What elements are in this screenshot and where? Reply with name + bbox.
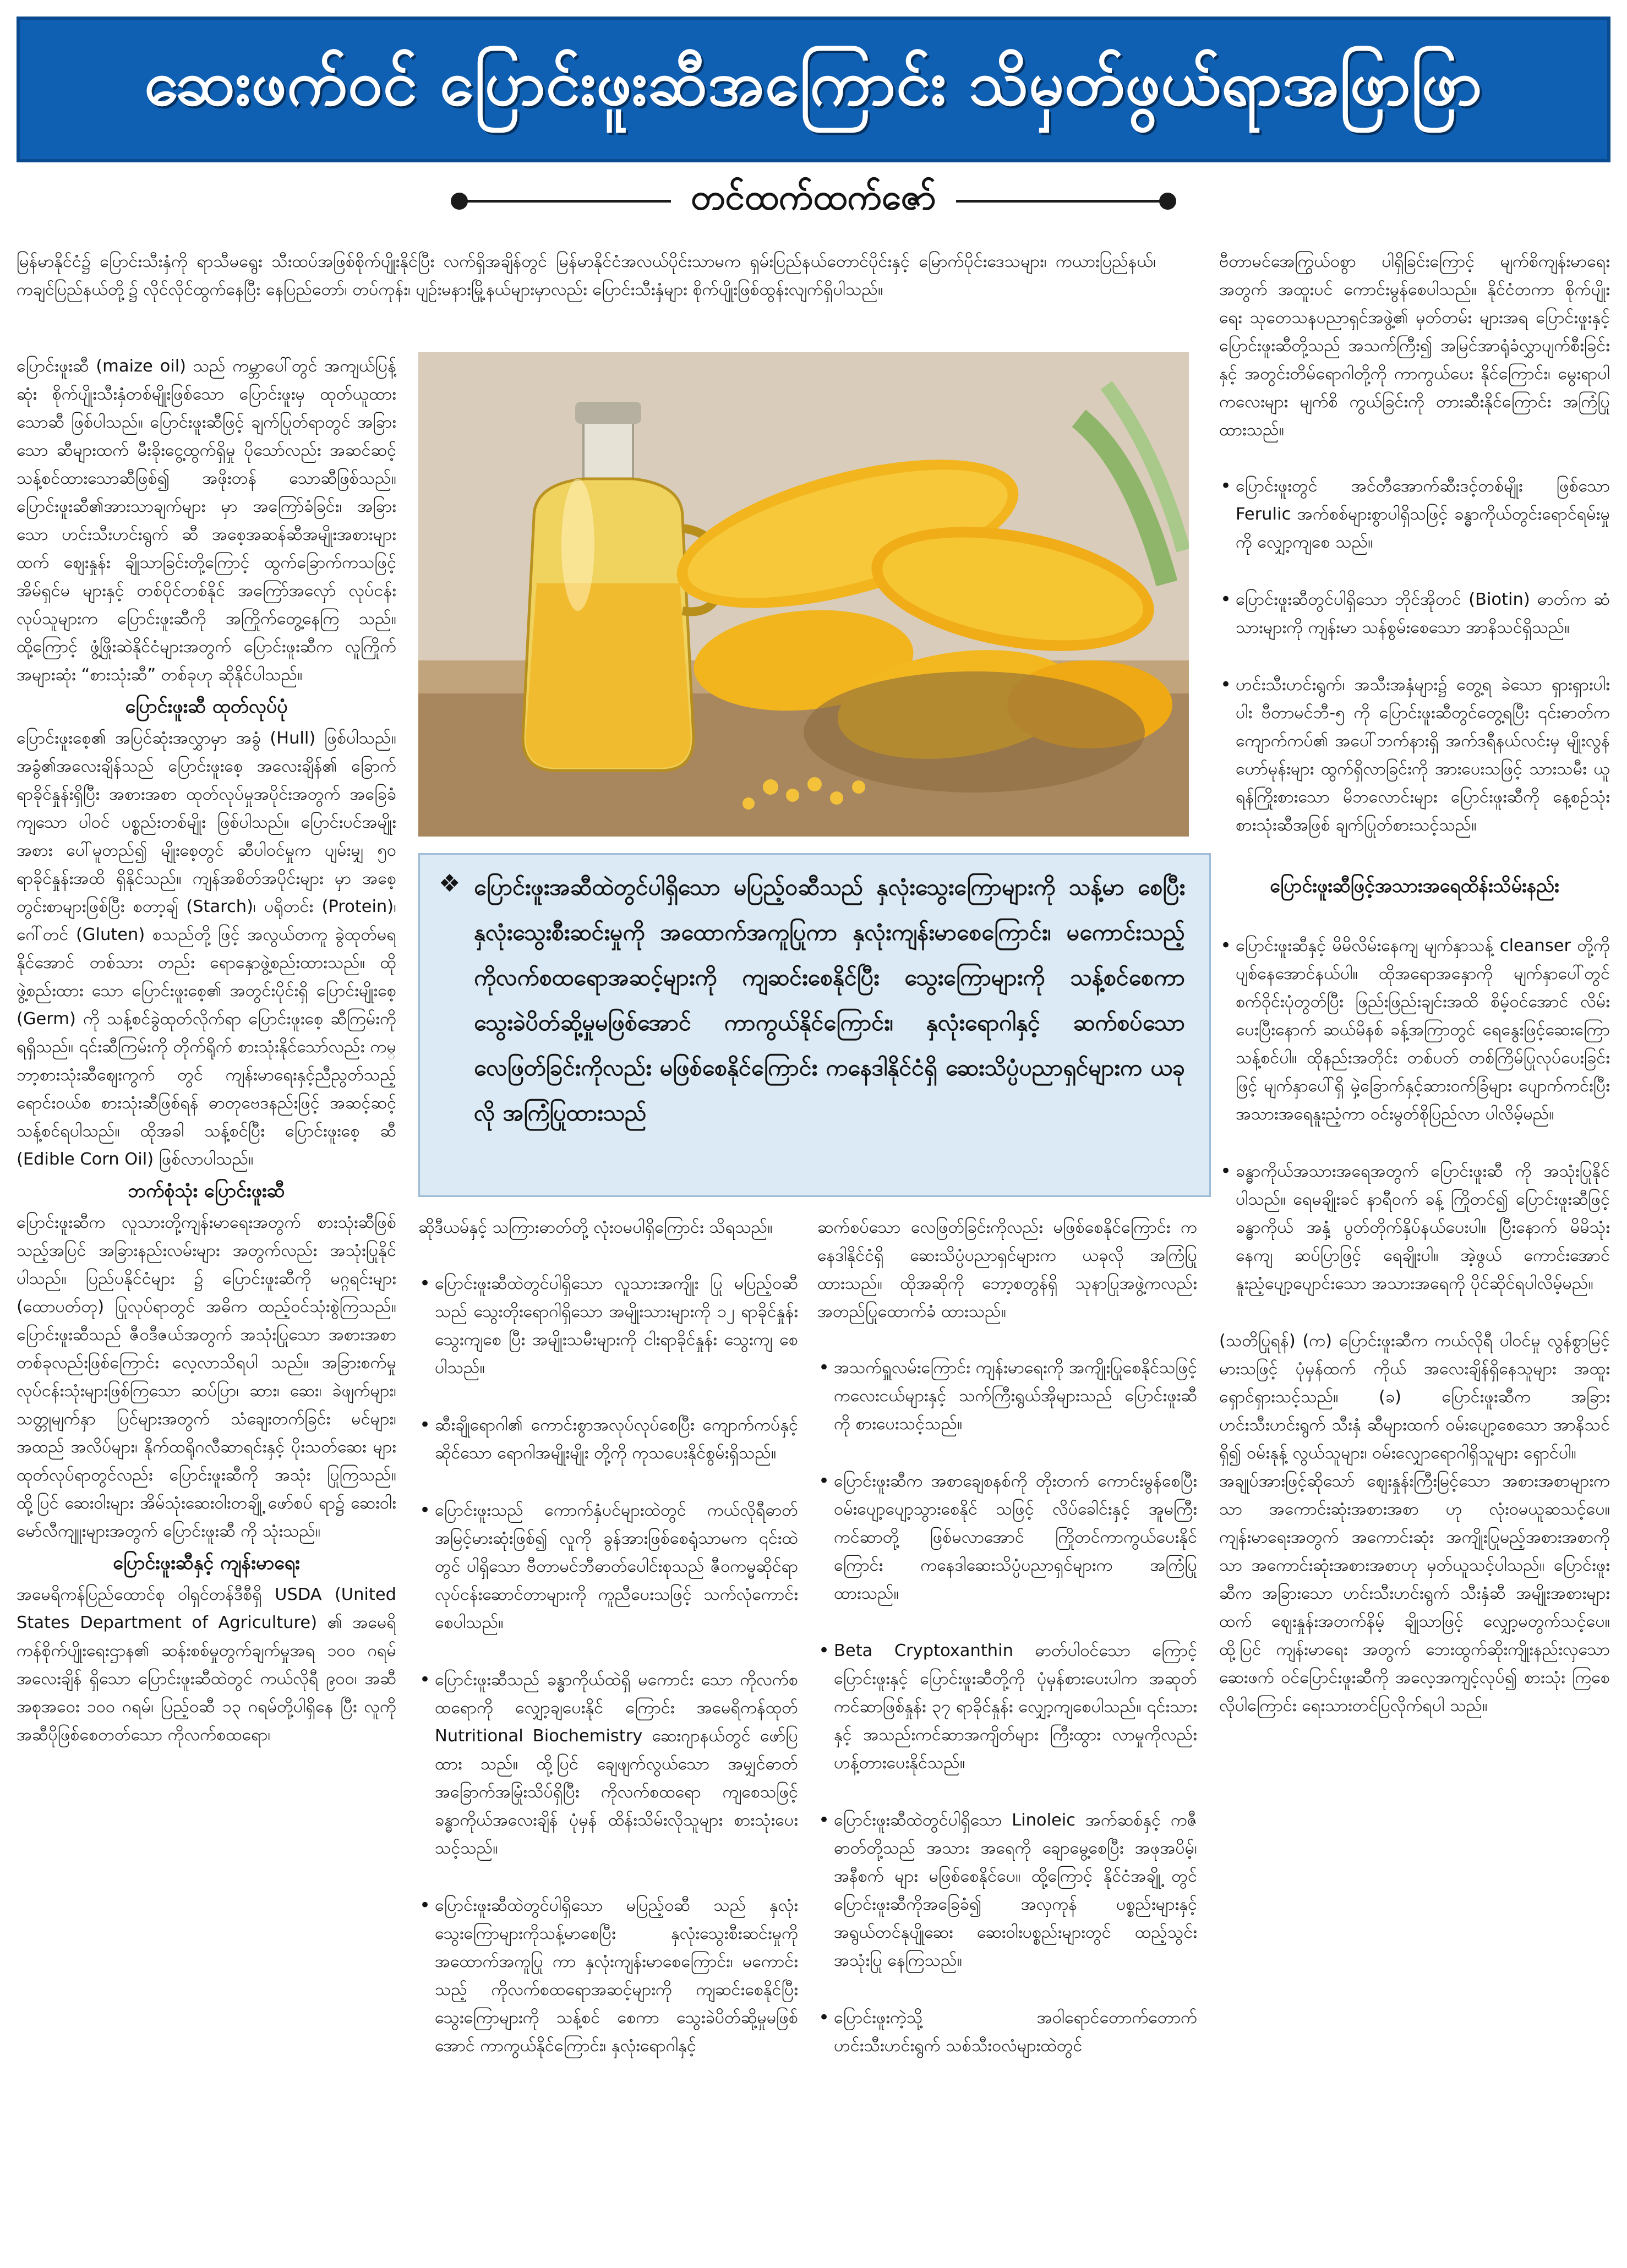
col1-heading-health: ပြောင်းဖူးဆီနှင့် ကျန်းမာရေး [113,1552,300,1574]
list-item: • ဟင်းသီးဟင်းရွက်၊ အသီးအနှံများ၌ တွေ့ရ ခဲသော ရှားရှားပါးပါး ဗီတာမင်ဘီ-၅ ကို ပြောင်းဖူးဆီတွင်တွေ့ရပြီး ၎င်းဓာတ်က ကျောက်ကပ်၏ အပေါ်ဘက်နားရှိ အက်ဒရီနယ်လင်းမှ မျိုးလွန်ဟော်မုန်းများ ထွက်ရှိလာခြင်းကို အားပေးသဖြင့် သားသမီး ယူရန်ကြိုးစားသော မိဘလောင်းများ ပြောင်းဖူးဆီကို နေ့စဉ်သုံး စားသုံးဆီအဖြစ် ချက်ပြုတ်စားသင့်သည်။ [1219,671,1610,839]
col1-heading-uses: ဘက်စုံသုံး ပြောင်းဖူးဆီ [128,1180,285,1202]
col4-paragraph-1: ဗီတာမင်အေကြွယ်ဝစွာ ပါရှိခြင်းကြောင့် မျက်စိကျန်းမာရေးအတွက် အထူးပင် ကောင်းမွန်စေပါသည်။ နိုင်ငံတကာ စိုက်ပျိုး ရေး သုတေသနပညာရှင်အဖွဲ့၏ မှတ်တမ်း များအရ ပြောင်းဖူးနှင့် ပြောင်းဖူးဆီတို့သည် အသက်ကြီး၍ အမြင်အာရုံခံလွှာပျက်စီးခြင်း နှင့် အတွင်းတိမ်ရောဂါတို့ကို ကာကွယ်ပေး နိုင်ကြောင်း၊ မွေးရာပါကလေးများ မျက်စိ ကွယ်ခြင်းကို တားဆီးနိုင်ကြောင်း အကြံပြု ထားသည်။ [1219,252,1610,440]
highlight-callout [418,853,1211,1197]
col1-paragraph-1: ပြောင်းဖူးဆီ (maize oil) သည် ကမ္ဘာပေါ်တွင် အကျယ်ပြန့်ဆုံး စိုက်ပျိုးသီးနှံတစ်မျိုးဖြစ်သော ပြောင်းဖူးမှ ထုတ်ယူထားသောဆီ ဖြစ်ပါသည်။ ပြောင်းဖူးဆီဖြင့် ချက်ပြုတ်ရာတွင် အခြားသော ဆီများထက် မီးခိုးငွေ့ထွက်ရှိမှု ပိုသော်လည်း အဆင်ဆင့်သန့်စင်ထားသောဆီဖြစ်၍ အဖိုးတန် သောဆီဖြစ်သည်။ ပြောင်းဖူးဆီ၏အားသာချက်များ မှာ အကြော်ခံခြင်း၊ အခြားသော ဟင်းသီးဟင်းရွက် ဆီ အစေ့အဆန်ဆီအမျိုးအစားများထက် ဈေးနှုန်း ချိုသာခြင်းတို့ကြောင့် ထွက်ခြောက်ကသဖြင့် အိမ်ရှင်မ များနှင့် တစ်ပိုင်တစ်နိုင် အကြော်အလှော် လုပ်ငန်း လုပ်သူများက ပြောင်းဖူးဆီကို အကြိုက်တွေ့နေကြ သည်။ ထို့ကြောင့် ဖွံ့ဖြိုးဆဲနိုင်ငံများအတွက် ပြောင်းဖူးဆီက လူကြိုက်အများဆုံး “စားသုံးဆီ” တစ်ခုဟု ဆိုနိုင်ပါသည်။ [17,357,396,685]
col1-paragraph-2: ပြောင်းဖူးစေ့၏ အပြင်ဆုံးအလွှာမှာ အခွံ (Hull) ဖြစ်ပါသည်။ အခွံ၏အလေးချိန်သည် ပြောင်းဖူးစေ့ အလေးချိန်၏ ခြောက်ရာခိုင်နှုန်းရှိပြီး အစားအစာ ထုတ်လုပ်မှုအပိုင်းအတွက် အခြေခံကျသော ပါဝင် ပစ္စည်းတစ်မျိုး ဖြစ်ပါသည်။ ပြောင်းပင်အမျိုးအစား ပေါ်မူတည်၍ မျိုးစေ့တွင် ဆီပါဝင်မှုက ပျမ်းမျှ ၅၀ ရာခိုင်နှုန်းအထိ ရှိနိုင်သည်။ ကျန်အစိတ်အပိုင်းများ မှာ အစေ့တွင်းစာများဖြစ်ပြီး စတာ့ချ် (Starch)၊ ပရိုတင်း (Protein)၊ ဂေါ်တင် (Gluten) စသည်တို့ ဖြင့် အလွယ်တကူ ခွဲထုတ်မရနိုင်အောင် တစ်သား တည်း ရောနှောဖွဲ့စည်းထားသည်။ ထိုဖွဲ့စည်းထား သော ပြောင်းဖူးစေ့၏ အတွင်းပိုင်းရှိ ပြောင်းမျိုးစေ့ (Germ) ကို သန့်စင်ခွဲထုတ်လိုက်ရာ ပြောင်းဖူးစေ့ ဆီကြမ်းကို ရရှိသည်။ ၎င်းဆီကြမ်းကို တိုက်ရိုက် စားသုံးနိုင်သော်လည်း ကမ္ဘာ့စားသုံးဆီဈေးကွက် တွင် ကျန်းမာရေးနှင့်ညီညွတ်သည့် ရောင်းဝယ်စ စားသုံးဆီဖြစ်ရန် ဓာတုဗေဒနည်းဖြင့် အဆင့်ဆင့် သန့်စင်ရပါသည်။ ထိုအခါ သန့်စင်ပြီး ပြောင်းဖူးစေ့ ဆီ (Edible Corn Oil) ဖြစ်လာပါသည်။ [17,729,396,1169]
list-item: • ပြောင်းဖူးဆီတွင်ပါရှိသော ဘိုင်အိုတင် (Biotin) ဓာတ်က ဆံသားများကို ကျန်းမာ သန်စွမ်းစေသော အာနိသင်ရှိသည်။ [1219,586,1610,642]
list-item: • ပြောင်းဖူးဆီနှင့် မိမိလိမ်းနေကျ မျက်နှာသန့် cleanser တို့ကို ပျစ်နေအောင်နယ်ပါ။ ထိုအရောအနှောကို မျက်နှာပေါ်တွင် စက်ဝိုင်းပုံတွတ်ပြီး ဖြည်းဖြည်းချင်းအထိ စိမ့်ဝင်အောင် လိမ်းပေးပြီးနောက် ဆယ်မိနစ် ခန့်အကြာတွင် ရေနွေးဖြင့်ဆေးကြော သန့်စင်ပါ။ ထိုနည်းအတိုင်း တစ်ပတ် တစ်ကြိမ်ပြုလုပ်ပေးခြင်းဖြင့် မျက်နှာပေါ်ရှိ မှဲ့ခြောက်နှင့်ဆားဝက်ခြံများ ပျောက်ကင်းပြီး အသားအရေနူးညံ့ကာ ဝင်းမွတ်စိုပြည်လာ ပါလိမ့်မည်။ [1219,932,1610,1128]
col3-paragraph-1: ဆက်စပ်သော လေဖြတ်ခြင်းကိုလည်း မဖြစ်စေနိုင်ကြောင်း ကနေဒါနိုင်ငံရှိ ဆေးသိပ္ပံပညာရှင်များက ယခုလို အကြံပြု ထားသည်။ ထိုအဆိုကို ဘော့စတွန်ရှိ သုနာပြုအဖွဲ့ကလည်း အတည်ပြုထောက်ခံ ထားသည်။ [817,1218,1197,1321]
column-1 [17,352,396,2251]
col1-heading-production: ပြောင်းဖူးဆီ ထုတ်လုပ်ပုံ [125,696,288,718]
col2-bullet-list [418,1242,798,2089]
list-item: • ပြောင်းဖူးဆီထဲတွင်ပါရှိသော Linoleic အက်ဆစ်နှင့် ကဇီဓာတ်တို့သည် အသား အရေကို ချောမွေ့စေပြီး အဖုအပိမ့်၊ အနီစက် များ မဖြစ်စေနိုင်ပေ။ ထို့ကြောင့် နိုင်ငံအချို့ တွင် ပြောင်းဖူးဆီကိုအခြေခံ၍ အလှကုန် ပစ္စည်းများနှင့် အရွယ်တင်နုပျိုဆေး ဆေးဝါးပစ္စည်းများတွင် ထည့်သွင်းအသုံးပြု နေကြသည်။ [817,1806,1197,1975]
corn-oil-bottle-icon [418,352,1189,837]
col4-heading-skincare: ပြောင်းဖူးဆီဖြင့်အသားအရေထိန်းသိမ်းနည်း [1270,875,1559,897]
list-item: • အသက်ရှူလမ်းကြောင်း ကျန်းမာရေးကို အကျိုးပြုစေနိုင်သဖြင့် ကလေးငယ်များနှင့် သက်ကြီးရွယ်အိုများသည် ပြောင်းဖူးဆီကို စားပေးသင့်သည်။ [817,1354,1197,1438]
col2-paragraph-1: ဆိုဒီယမ်နှင့် သကြားဓာတ်တို့ လုံးဝမပါရှိကြောင်း သိရသည်။ [418,1218,773,1237]
callout-text: ပြောင်းဖူးအဆီထဲတွင်ပါရှိသော မပြည့်ဝဆီသည် နှလုံးသွေးကြောများကို သန့်မာ စေပြီး နှလုံးသွေးစီးဆင်းမှုကို အထောက်အကူပြုကာ နှလုံးကျန်းမာစေကြောင်း၊ မကောင်းသည့် ကိုလက်စထရောအဆင့်များကို ကျဆင်းစေနိုင်ပြီး သွေးကြောများကို သန့်စင်စေကာ သွေးခဲပိတ်ဆို့မှုမဖြစ်အောင် ကာကွယ်နိုင်ကြောင်း၊ နှလုံးရောဂါနှင့် ဆက်စပ်သော လေဖြတ်ခြင်းကိုလည်း မဖြစ်စေနိုင်ကြောင်း ကနေဒါနိုင်ငံရှိ ဆေးသိပ္ပံပညာရှင်များက ယခုလို အကြံပြုထားသည် [474,874,1185,1126]
author-name: တင်ထက်ထက်ဇော် [691,177,936,218]
diamond-bullet-icon: ❖ [439,870,461,898]
col1-paragraph-4: အမေရိကန်ပြည်ထောင်စု ဝါရှင်တန်ဒီစီရှိ USDA (United States Department of Agriculture) ၏ အမေရိကန်စိုက်ပျိုးရေးဌာန၏ ဆန်းစစ်မှုတွက်ချက်မှုအရ ၁၀၀ ဂရမ်အလေးချိန် ရှိသော ပြောင်းဖူးဆီထဲတွင် ကယ်လိုရီ ၉၀၀၊ အဆီ အစုအဝေး ၁၀၀ ဂရမ်၊ ပြည့်ဝဆီ ၁၃ ဂရမ်တို့ပါရှိနေ ပြီး လူကိုအဆီပိုဖြစ်စေတတ်သော ကိုလက်စထရော၊ [17,1585,396,1745]
list-item: • ပြောင်းဖူးဆီထဲတွင်ပါရှိသော မပြည့်ဝဆီ သည် နှလုံးသွေးကြောများကိုသန့်မာစေပြီး နှလုံးသွေးစီးဆင်းမှုကို အထောက်အကူပြု ကာ နှလုံးကျန်းမာစေကြောင်း၊ မကောင်း သည့် ကိုလက်စထရောအဆင့်များကို ကျဆင်းစေနိုင်ပြီး သွေးကြောများကို သန့်စင် စေကာ သွေးခဲပိတ်ဆို့မှုမဖြစ်အောင် ကာကွယ်နိုင်ကြောင်း၊ နှလုံးရောဂါနှင့် [418,1892,798,2060]
byline-rule-left [456,200,671,203]
col4-bullet-list [1219,444,1610,868]
list-item: • ဆီးချိုရောဂါ၏ ကောင်းစွာအလုပ်လုပ်စေပြီး ကျောက်ကပ်နှင့်ဆိုင်သော ရောဂါအမျိုးမျိုး တို့ကို ကုသပေးနိုင်စွမ်းရှိသည်။ [418,1411,798,1467]
list-item: • ပြောင်းဖူးဆီထဲတွင်ပါရှိသော လူသားအကျိုး ပြု မပြည့်ဝဆီသည် သွေးတိုးရောဂါရှိသော အမျိုးသားများကို ၁၂ ရာခိုင်နှုန်း သွေးကျစေ ပြီး အမျိုးသမီးများကို ငါးရာခိုင်နှုန်း သွေးကျ စေပါသည်။ [418,1270,798,1382]
intro-paragraph: မြန်မာနိုင်ငံ၌ ပြောင်းသီးနှံကို ရာသီမရွေး သီးထပ်အဖြစ်စိုက်ပျိုးနိုင်ပြီး လက်ရှိအချိန်တွင် မြန်မာနိုင်ငံအလယ်ပိုင်းသာမက ရှမ်းပြည်နယ်တောင်ပိုင်းနှင့် မြောက်ပိုင်းဒေသများ၊ ကယားပြည်နယ်၊ ကချင်ပြည်နယ်တို့၌ လိုင်လိုင်ထွက်နေပြီး နေပြည်တော်၊ တပ်ကုန်း၊ ပျဉ်းမနားမြို့နယ်များမှာလည်း ပြောင်းသီးနှံများ စိုက်ပျိုးဖြစ်ထွန်းလျက်ရှိပါသည်။ [17,252,1156,299]
list-item: • ခန္ဓာကိုယ်အသားအရေအတွက် ပြောင်းဖူးဆီ ကို အသုံးပြုနိုင်ပါသည်။ ရေမချိုးခင် နာရီဝက် ခန့် ကြိုတင်၍ ပြောင်းဖူးဆီဖြင့် ခန္ဓာကိုယ် အနှံ့ ပွတ်တိုက်နှိပ်နယ်ပေးပါ။ ပြီးနောက် မိမိသုံးနေကျ ဆပ်ပြာဖြင့် ရေချိုးပါ။ အဲ့ဖွယ် ကောင်းအောင် နူးညံ့ပျော့ပျောင်းသော အသားအရေကို ပိုင်ဆိုင်ရပါလိမ့်မည်။ [1219,1157,1610,1298]
article-title: ဆေးဖက်ဝင် ပြောင်းဖူးဆီအကြောင်း သိမှတ်ဖွယ်ရာအဖြာဖြာ [144,48,1483,119]
col4-conclusion-paragraph: အချုပ်အားဖြင့်ဆိုသော် ဈေးနှုန်းကြီးမြင့်သော အစားအစာများကသာ အကောင်းဆုံးအစားအစာ ဟု လုံးဝမယူဆသင့်ပေ။ ကျန်းမာရေးအတွက် အကောင်းဆုံး အကျိုးပြုမည့်အစားအစာကိုသာ အကောင်းဆုံးအစားအစာဟု မှတ်ယူသင့်ပါသည်။ ပြောင်းဖူးဆီက အခြားသော ဟင်းသီးဟင်းရွက် သီးနှံဆီ အမျိုးအစားများထက် ဈေးနှုန်းအတက်နိမ့် ချိုသာဖြင့် လျှော့မတွက်သင့်ပေ။ ထို့ပြင် ကျန်းမာရေး အတွက် ဘေးထွက်ဆိုးကျိုးနည်းလှသော ဆေးဖက် ဝင်ပြောင်းဖူးဆီကို အလေ့အကျင့်လုပ်၍ စားသုံး ကြစေလိုပါကြောင်း ရေးသားတင်ပြလိုက်ရပါ သည်။ [1219,1472,1610,1715]
list-item: • ပြောင်းဖူးဆီသည် ခန္ဓာကိုယ်ထဲရှိ မကောင်း သော ကိုလက်စထရောကို လျှော့ချပေးနိုင် ကြောင်း အမေရိကန်ထုတ် Nutritional Biochemistry ဆေးဂျာနယ်တွင် ဖော်ပြထား သည်။ ထို့ပြင် ချေဖျက်လွယ်သော အမျှင်ဓာတ် အခြောက်အမြုံးသိပ်ရှိပြီး ကိုလက်စထရော ကျစေသဖြင့် ခန္ဓာကိုယ်အလေးချိန် ပုံမှန် ထိန်းသိမ်းလိုသူများ စားသုံးပေးသင့်သည်။ [418,1666,798,1862]
column-4 [1219,248,1610,2254]
col1-paragraph-3: ပြောင်းဖူးဆီက လူသားတို့ကျန်းမာရေးအတွက် စားသုံးဆီဖြစ်သည့်အပြင် အခြားနည်းလမ်းများ အတွက်လည်း အသုံးပြုနိုင်ပါသည်။ ပြည်ပနိုင်ငံများ ၌ ပြောင်းဖူးဆီကို မဂ္ဂရင်းများ (ထောပတ်တု) ပြုလုပ်ရာတွင် အဓိက ထည့်ဝင်သုံးစွဲကြသည်။ ပြောင်းဖူးဆီသည် ဇီဝဒီဇယ်အတွက် အသုံးပြုသော အစားအစာတစ်ခုလည်းဖြစ်ကြောင်း လေ့လာသိရပါ သည်။ အခြားစက်မှုလုပ်ငန်းသုံးများဖြစ်ကြသော ဆပ်ပြာ၊ ဆား၊ ဆေး၊ ခဲဖျက်များ၊ သတ္တုမျက်နှာ ပြင်များအတွက် သံချေးတက်ခြင်း မင်များ၊ အထည် အလိပ်များ၊ နိုက်ထရိုဂလီဆာရင်းနှင့် ပိုးသတ်ဆေး များ ထုတ်လုပ်ရာတွင်လည်း ပြောင်းဖူးဆီကို အသုံး ပြုကြသည်။ ထို့ပြင် ဆေးဝါးများ အိမ်သုံးဆေးဝါးတချို့ ဖော်စပ် ရာ၌ ဆေးဝါးမော်လီကျူးများအတွက် ပြောင်းဖူးဆီ ကို သုံးသည်။ [17,1213,396,1541]
col4-skincare-list [1219,904,1610,1327]
list-item: • Beta Cryptoxanthin ဓာတ်ပါဝင်သော ကြောင့် ပြောင်းဖူးနှင့် ပြောင်းဖူးဆီတို့ကို ပုံမှန်စားပေးပါက အဆုတ်ကင်ဆာဖြစ်နှုန်း ၃၇ ရာခိုင်နှုန်း လျှော့ကျစေပါသည်။ ၎င်းသား နှင့် အသည်းကင်ဆာအကျိတ်များ ကြီးထွား လာမှုကိုလည်း ဟန့်တားပေးနိုင်သည်။ [817,1637,1197,1777]
list-item: • ပြောင်းဖူးသည် ကောက်နှံပင်များထဲတွင် ကယ်လိုရီဓာတ် အမြင့်မားဆုံးဖြစ်၍ လူကို ခွန်အားဖြစ်စေရုံသာမက ၎င်းထဲတွင် ပါရှိသော ဗီတာမင်ဘီဓာတ်ပေါင်းစုသည် ဇီဝကမ္မဆိုင်ရာ လုပ်ငန်းဆောင်တာများကို ကူညီပေးသဖြင့် သက်လုံကောင်းစေပါသည်။ [418,1496,798,1637]
list-item: • ပြောင်းဖူးဆီက အစာချေစနစ်ကို တိုးတက် ကောင်းမွန်စေပြီး ဝမ်းပျော့ပျော့သွားစေနိုင် သဖြင့် လိပ်ခေါင်းနှင့် အူမကြီးကင်ဆာတို့ ဖြစ်မလာအောင် ကြိုတင်ကာကွယ်ပေးနိုင် ကြောင်း ကနေဒါဆေးသိပ္ပံပညာရှင်များက အကြံပြုထားသည်။ [817,1467,1197,1608]
byline [0,173,1627,228]
list-item: • ပြောင်းဖူးတွင် အင်တီအောက်ဆီးဒင့်တစ်မျိုး ဖြစ်သော Ferulic အက်စစ်များစွာပါရှိသဖြင့် ခန္ဓာကိုယ်တွင်းရောင်ရမ်းမှုကို လျှော့ကျစေ သည်။ [1219,472,1610,556]
corn-oil-photo [418,352,1189,837]
column-3 [817,1214,1197,2254]
title-banner [17,17,1610,162]
column-2 [418,1214,798,2254]
col4-caution-paragraph: (သတိပြုရန်) (က) ပြောင်းဖူးဆီက ကယ်လိုရီ ပါဝင်မှု လွန်စွာမြင့်မားသဖြင့် ပုံမှန်ထက် ကိုယ် အလေးချိန်ရှိနေသူများ အထူးရှောင်ရှားသင့်သည်။ (ခ) ပြောင်းဖူးဆီက အခြားဟင်းသီးဟင်းရွက် သီးနှံ ဆီများထက် ဝမ်းပျော့စေသော အာနိသင်ရှိ၍ ဝမ်းနုန့် လွယ်သူများ၊ ဝမ်းလျှောရောဂါရှိသူများ ရှောင်ပါ။ [1219,1331,1610,1463]
byline-rule-right [956,200,1171,203]
list-item: • ပြောင်းဖူးကဲ့သို့ အဝါရောင်တောက်တောက် ဟင်းသီးဟင်းရွက် သစ်သီးဝလံများထဲတွင် [817,2004,1197,2060]
col3-bullet-list [817,1326,1197,2089]
